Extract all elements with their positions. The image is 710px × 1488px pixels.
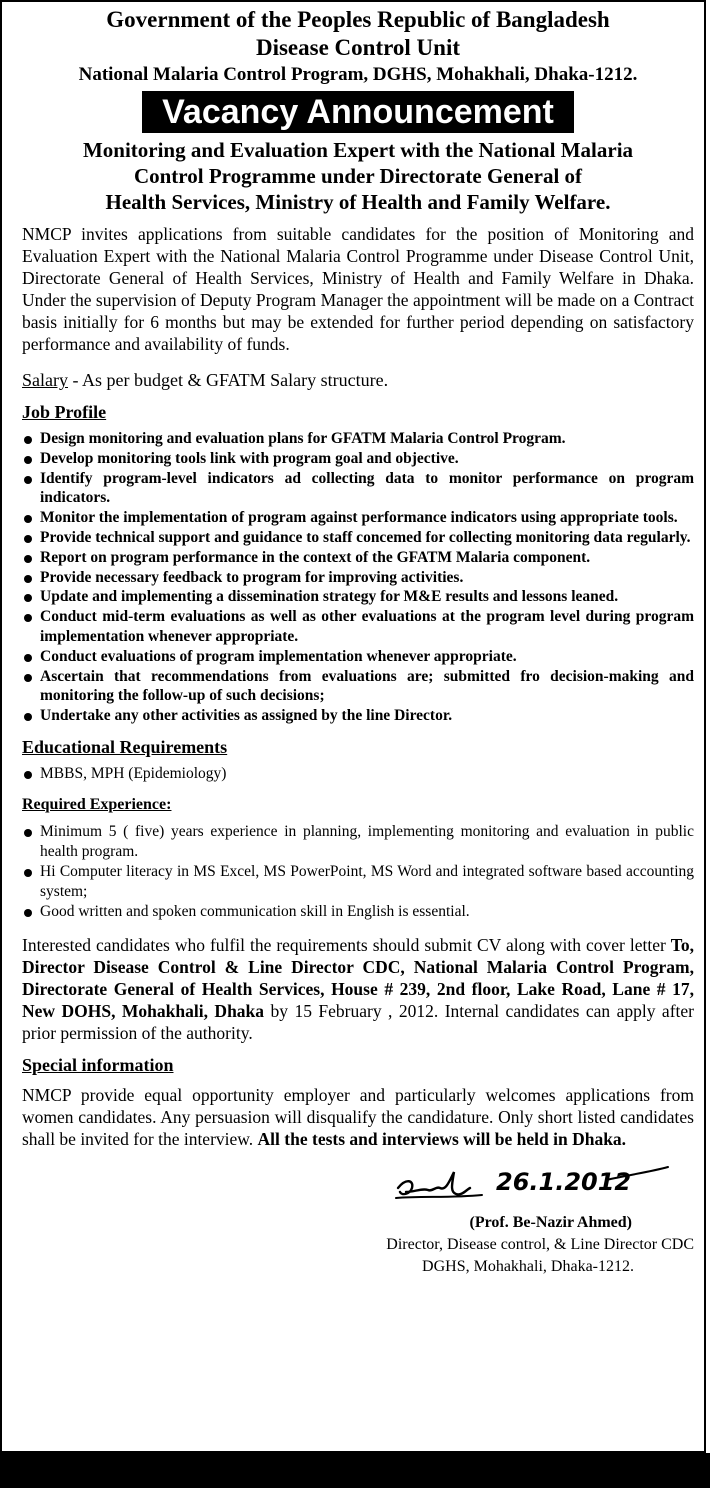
- education-heading: Educational Requirements: [22, 736, 228, 757]
- unit-heading: Disease Control Unit: [255, 35, 460, 60]
- special-info-heading: Special information: [22, 1054, 174, 1075]
- list-item: MBBS, MPH (Epidemiology): [22, 764, 694, 784]
- special-bold: All the tests and interviews will be held in Dhaka.: [257, 1128, 627, 1149]
- program-address: National Malaria Control Program, DGHS, Mohakhali, Dhaka-1212.: [78, 64, 638, 85]
- list-item: Update and implementing a dissemination strategy for M&E results and lessons leaned.: [22, 587, 694, 607]
- list-item: Hi Computer literacy in MS Excel, MS PowerPoint, MS Word and integrated software based accounting system;: [22, 862, 694, 902]
- position-title-line: Health Services, Ministry of Health and Family Welfare.: [105, 190, 611, 214]
- signature-image: [392, 1158, 672, 1210]
- signatory-address: DGHS, Mohakhali, Dhaka-1212.: [422, 1257, 634, 1275]
- list-item: Provide technical support and guidance to staff concemed for collecting monitoring data regularly.: [22, 528, 694, 548]
- signature-block: [22, 1158, 694, 1288]
- government-heading: Government of the Peoples Republic of Bangladesh: [106, 7, 610, 32]
- handwritten-date: 26.1.2012: [496, 1167, 632, 1196]
- bottom-black-bar: [0, 1453, 710, 1488]
- list-item: Conduct mid-term evaluations as well as other evaluations at the program level during program implementation whenever appropriate.: [22, 607, 694, 647]
- vacancy-banner: Vacancy Announcement: [142, 91, 574, 133]
- list-item: Identify program-level indicators ad collecting data to monitor performance on program indicators.: [22, 469, 694, 509]
- list-item: Conduct evaluations of program implementation whenever appropriate.: [22, 647, 694, 667]
- special-info-paragraph: [22, 1084, 694, 1150]
- list-item: Minimum 5 ( five) years experience in planning, implementing monitoring and evaluation in public health program.: [22, 822, 694, 862]
- list-item: Undertake any other activities as assigned by the line Director.: [22, 706, 694, 726]
- list-item: Design monitoring and evaluation plans for GFATM Malaria Control Program.: [22, 429, 694, 449]
- list-item: Good written and spoken communication skill in English is essential.: [22, 902, 694, 922]
- signatory-title: Director, Disease control, & Line Director CDC: [386, 1235, 694, 1253]
- position-title-line: Monitoring and Evaluation Expert with the National Malaria: [82, 138, 634, 162]
- salary-text: - As per budget & GFATM Salary structure.: [67, 370, 389, 390]
- banner-wrap: [22, 91, 694, 133]
- apply-tail: by 15 February , 2012. Internal candidates can apply after prior permission of the authority.: [22, 1000, 694, 1043]
- list-item: Report on program performance in the context of the GFATM Malaria component.: [22, 548, 694, 568]
- salary-line: [22, 369, 694, 391]
- experience-heading: Required Experience:: [22, 795, 172, 813]
- signatory-name: (Prof. Be-Nazir Ahmed): [469, 1213, 632, 1231]
- salary-label: Salary: [22, 370, 68, 390]
- position-title-line: Control Programme under Directorate General of: [133, 164, 583, 188]
- special-text: NMCP provide equal opportunity employer and particularly welcomes applications from women candidates. Any persuasion will disqualify the candidature. Only short listed candidates shall be invited for the interview.: [22, 1084, 694, 1149]
- list-item: Develop monitoring tools link with program goal and objective.: [22, 449, 694, 469]
- apply-address: To, Director Disease Control & Line Director CDC, National Malaria Control Program, Directorate General of Health Services, House # 239, 2nd floor, Lake Road, Lane # 17, New DOHS, Mohakhali, Dhaka: [22, 934, 694, 1021]
- experience-list: [22, 822, 694, 922]
- application-paragraph: [22, 934, 694, 1044]
- list-item: Monitor the implementation of program against performance indicators using appropriate tools.: [22, 508, 694, 528]
- job-profile-heading: Job Profile: [22, 402, 107, 422]
- list-item: Ascertain that recommendations from evaluations are; submitted fro decision-making and monitoring the follow-up of such decisions;: [22, 667, 694, 707]
- position-title: [22, 137, 694, 215]
- education-list: [22, 764, 694, 784]
- apply-lead: Interested candidates who fulfil the requirements should submit CV along with cover letter: [22, 934, 671, 955]
- announcement: [22, 6, 694, 1288]
- intro-paragraph: NMCP invites applications from suitable candidates for the position of Monitoring and Evaluation Expert with the National Malaria Control Programme under Disease Control Unit, Directorate General of Health Services, Ministry of Health and Family Welfare in Dhaka. Under the supervision of Deputy Program Manager the appointment will be made on a Contract basis initially for 6 months but may be extended for further period depending on satisfactory performance and availability of funds.: [22, 224, 694, 354]
- list-item: Provide necessary feedback to program for improving activities.: [22, 568, 694, 588]
- job-profile-list: [22, 429, 694, 726]
